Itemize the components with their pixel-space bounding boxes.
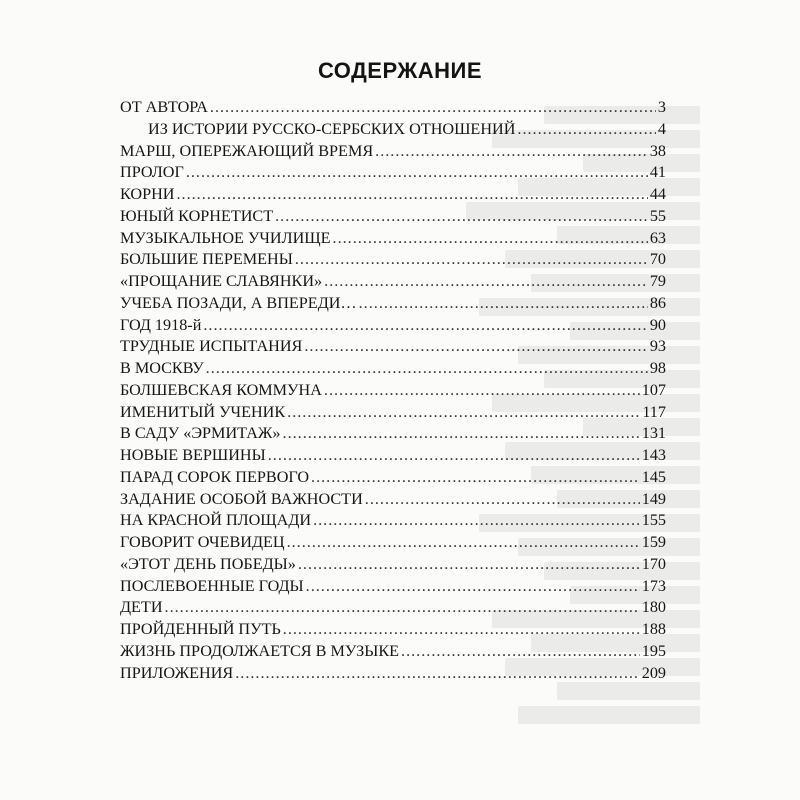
toc-entry-page-number: 170 xyxy=(641,554,666,573)
dot-leader xyxy=(311,467,640,489)
toc-entry-page-number: 63 xyxy=(649,228,666,247)
toc-entry-page-number: 131 xyxy=(641,424,666,443)
toc-entry-page-number: 188 xyxy=(641,620,666,638)
toc-entry xyxy=(120,141,666,163)
toc-entry-page-number: 79 xyxy=(649,272,666,290)
toc-entry xyxy=(120,206,666,228)
toc-entry xyxy=(120,532,666,554)
toc-entry-title: ГОД 1918-й xyxy=(120,315,202,334)
toc-entry-page-number: 173 xyxy=(641,576,666,595)
toc-entry-page-number: 180 xyxy=(641,598,666,617)
toc-entry-title: ПОСЛЕВОЕННЫЕ ГОДЫ xyxy=(120,576,304,595)
toc-entry xyxy=(120,249,666,271)
dot-leader xyxy=(176,184,647,206)
toc-entry-title: БОЛЬШИЕ ПЕРЕМЕНЫ xyxy=(120,250,293,269)
dot-leader xyxy=(295,249,648,271)
toc-entry xyxy=(120,423,666,445)
toc-entry-title: ПАРАД СОРОК ПЕРВОГО xyxy=(120,467,310,486)
dot-leader xyxy=(235,663,640,685)
toc-entry xyxy=(120,380,666,402)
dot-leader xyxy=(304,336,647,358)
toc-entry-title: В САДУ «ЭРМИТАЖ» xyxy=(120,424,281,443)
toc-entry-page-number: 145 xyxy=(641,467,666,486)
toc-entry-title: ПРИЛОЖЕНИЯ xyxy=(120,663,234,682)
toc-entry xyxy=(120,228,666,250)
dot-leader xyxy=(306,576,640,598)
toc-entry xyxy=(120,402,666,424)
toc-entry-title: «ПРОЩАНИЕ СЛАВЯНКИ» xyxy=(120,272,323,290)
dot-leader xyxy=(375,141,648,163)
toc-entry-title: ТРУДНЫЕ ИСПЫТАНИЯ xyxy=(120,337,303,356)
dot-leader xyxy=(287,532,640,554)
dot-leader xyxy=(283,423,640,445)
toc-entry xyxy=(120,554,666,576)
dot-leader xyxy=(203,315,647,337)
toc-entry-title: ИМЕНИТЫЙ УЧЕНИК xyxy=(120,402,286,421)
toc-entry-title: ИЗ ИСТОРИИ РУССКО-СЕРБСКИХ ОТНОШЕНИЙ xyxy=(148,119,516,138)
dot-leader xyxy=(206,358,648,380)
toc-entry-page-number: 55 xyxy=(649,206,666,225)
toc-entry-title: «ЭТОТ ДЕНЬ ПОБЕДЫ» xyxy=(120,554,296,573)
dot-leader xyxy=(210,97,656,119)
toc-entry xyxy=(120,576,666,598)
table-of-contents xyxy=(120,97,666,684)
toc-entry-title: НОВЫЕ ВЕРШИНЫ xyxy=(120,446,266,464)
toc-entry-title: В МОСКВУ xyxy=(120,359,204,377)
toc-entry xyxy=(120,641,666,663)
toc-entry-title: ГОВОРИТ ОЧЕВИДЕЦ xyxy=(120,533,285,551)
toc-entry xyxy=(120,597,666,619)
toc-entry-title: БОЛШЕВСКАЯ КОММУНА xyxy=(120,380,322,399)
dot-leader xyxy=(298,554,640,576)
dot-leader xyxy=(165,597,640,619)
toc-entry xyxy=(120,184,666,206)
toc-entry-title: ПРОЛОГ xyxy=(120,163,184,182)
toc-entry-page-number: 98 xyxy=(649,359,666,377)
dot-leader xyxy=(283,619,640,641)
toc-entry-page-number: 195 xyxy=(641,641,666,660)
toc-entry xyxy=(120,293,666,315)
dot-leader xyxy=(324,271,648,293)
toc-entry-title: ДЕТИ xyxy=(120,598,163,617)
toc-entry xyxy=(120,510,666,532)
dot-leader xyxy=(313,510,640,532)
toc-entry-title: ЮНЫЙ КОРНЕТИСТ xyxy=(120,206,274,225)
dot-leader xyxy=(275,206,648,228)
toc-entry-title: НА КРАСНОЙ ПЛОЩАДИ xyxy=(120,511,312,530)
toc-entry-title: МУЗЫКАЛЬНОЕ УЧИЛИЩЕ xyxy=(120,228,331,247)
toc-entry-page-number: 159 xyxy=(641,533,666,551)
toc-entry-page-number: 41 xyxy=(649,163,666,182)
toc-entry-page-number: 149 xyxy=(641,489,666,508)
toc-entry xyxy=(120,445,666,467)
toc-entry-page-number: 143 xyxy=(641,446,666,464)
toc-entry xyxy=(120,358,666,380)
toc-entry-page-number: 4 xyxy=(657,119,666,138)
dot-leader xyxy=(186,162,648,184)
toc-entry-title: УЧЕБА ПОЗАДИ, А ВПЕРЕДИ… xyxy=(120,293,357,312)
toc-entry-page-number: 38 xyxy=(649,141,666,160)
toc-entry xyxy=(120,336,666,358)
dot-leader xyxy=(333,228,648,250)
show-through-line xyxy=(557,682,700,700)
toc-entry-title: ЗАДАНИЕ ОСОБОЙ ВАЖНОСТИ xyxy=(120,489,363,508)
toc-entry xyxy=(120,315,666,337)
toc-entry-title: ЖИЗНЬ ПРОДОЛЖАЕТСЯ В МУЗЫКЕ xyxy=(120,641,400,660)
show-through-line xyxy=(518,706,700,724)
dot-leader xyxy=(517,119,656,141)
toc-entry-title: ОТ АВТОРА xyxy=(120,98,208,116)
toc-entry xyxy=(120,97,666,119)
toc-entry-page-number: 107 xyxy=(641,380,666,399)
toc-entry-title: КОРНИ xyxy=(120,185,175,203)
toc-entry-title: ПРОЙДЕННЫЙ ПУТЬ xyxy=(120,620,281,638)
toc-entry-page-number: 117 xyxy=(642,402,666,421)
toc-entry xyxy=(120,119,666,141)
toc-entry xyxy=(120,271,666,293)
toc-entry-page-number: 90 xyxy=(649,315,666,334)
page-title: СОДЕРЖАНИЕ xyxy=(317,58,483,83)
dot-leader xyxy=(268,445,640,467)
toc-entry-page-number: 155 xyxy=(641,511,666,530)
dot-leader xyxy=(324,380,640,402)
dot-leader xyxy=(287,402,640,424)
toc-entry xyxy=(120,467,666,489)
toc-entry-title: МАРШ, ОПЕРЕЖАЮЩИЙ ВРЕМЯ xyxy=(120,141,374,160)
toc-entry-page-number: 44 xyxy=(649,185,666,203)
dot-leader xyxy=(359,293,648,315)
toc-entry-page-number: 3 xyxy=(657,98,666,116)
toc-entry xyxy=(120,489,666,511)
toc-entry-page-number: 209 xyxy=(641,663,666,682)
dot-leader xyxy=(365,489,640,511)
toc-entry xyxy=(120,663,666,685)
toc-entry-page-number: 93 xyxy=(649,337,666,356)
toc-entry-page-number: 86 xyxy=(649,293,666,312)
toc-entry xyxy=(120,619,666,641)
toc-entry-page-number: 70 xyxy=(649,250,666,269)
toc-entry xyxy=(120,162,666,184)
dot-leader xyxy=(401,641,640,663)
